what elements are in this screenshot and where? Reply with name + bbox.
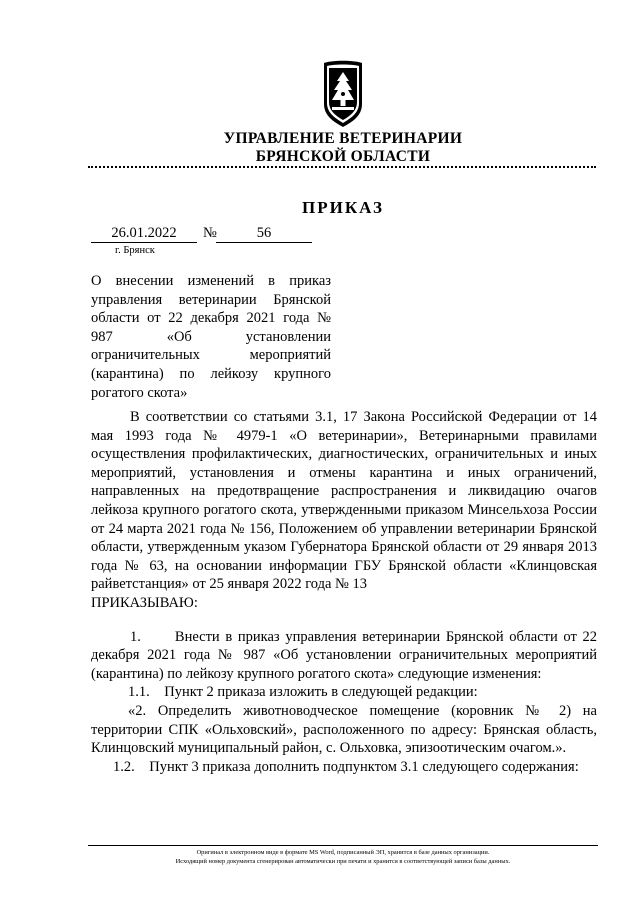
header-dotted-divider — [88, 166, 596, 168]
organization-name-line1: УПРАВЛЕНИЕ ВЕТЕРИНАРИИ — [223, 130, 463, 147]
document-number: 56 — [216, 224, 312, 243]
document-date: 26.01.2022 — [91, 224, 197, 243]
document-subject: О внесении изменений в приказ управления ветеринарии Брянской области от 22 декабря 2021 года № 987 «Об установлении ограничительных мероприятий (карантина) по лейкозу крупного рогатого скота» — [91, 273, 331, 401]
document-title: ПРИКАЗ — [302, 198, 384, 217]
order-word: ПРИКАЗЫВАЮ: — [91, 594, 198, 611]
footer-note-line2: Исходящий номер документа сгенерирован автоматически при печати и хранится в соответствующей записи базы данных. — [175, 858, 511, 865]
item-1-1-paragraph: 1.1. Пункт 2 приказа изложить в следующей редакции: — [128, 684, 478, 701]
item-1-paragraph: 1. Внести в приказ управления ветеринарии Брянской области от 22 декабря 2021 года № 987 «Об установлении ограничительных мероприятий (карантина) по лейкозу крупного рогатого скота» следующие изменения: — [91, 628, 597, 682]
organization-name-line2: БРЯНСКОЙ ОБЛАСТИ — [255, 148, 431, 165]
document-body — [91, 408, 597, 776]
footer-divider — [88, 845, 598, 846]
number-sign: № — [203, 225, 217, 241]
item-1-2-paragraph: 1.2. Пункт 3 приказа дополнить подпунктом 3.1 следующего содержания: — [113, 758, 579, 775]
coat-of-arms-emblem — [318, 60, 368, 130]
document-city: г. Брянск — [115, 245, 155, 256]
quoted-amendment-paragraph: «2. Определить животноводческое помещение (коровник № 2) на территории СПК «Ольховский», расположенного по адресу: Брянская область, Клинцовский муниципальный район, с. Ольховка, эпизоотическим очагом.». — [91, 702, 597, 757]
preamble-paragraph: В соответствии со статьями 3.1, 17 Закона Российской Федерации от 14 мая 1993 года № 4979-1 «О ветеринарии», Ветеринарными правилами осуществления профилактических, диагностических, ограничительных и иных мероприятий, установления и отмены карантина и иных ограничений, направленных на предотвращение распространения и ликвидацию очагов лейкоза крупного рогатого скота, утвержденными приказом Минсельхоза России от 24 марта 2021 года № 156, Положением об управлении ветеринарии Брянской области, утвержденным указом Губернатора Брянской области от 29 января 2013 года № 63, на основании информации ГБУ Брянской области «Клинцовская райветстанция» от 25 января 2022 года № 13 — [91, 409, 597, 593]
footer-note-line1: Оригинал в электронном виде в формате MS Word, подписанный ЭП, хранится в базе данных организации. — [196, 849, 490, 856]
